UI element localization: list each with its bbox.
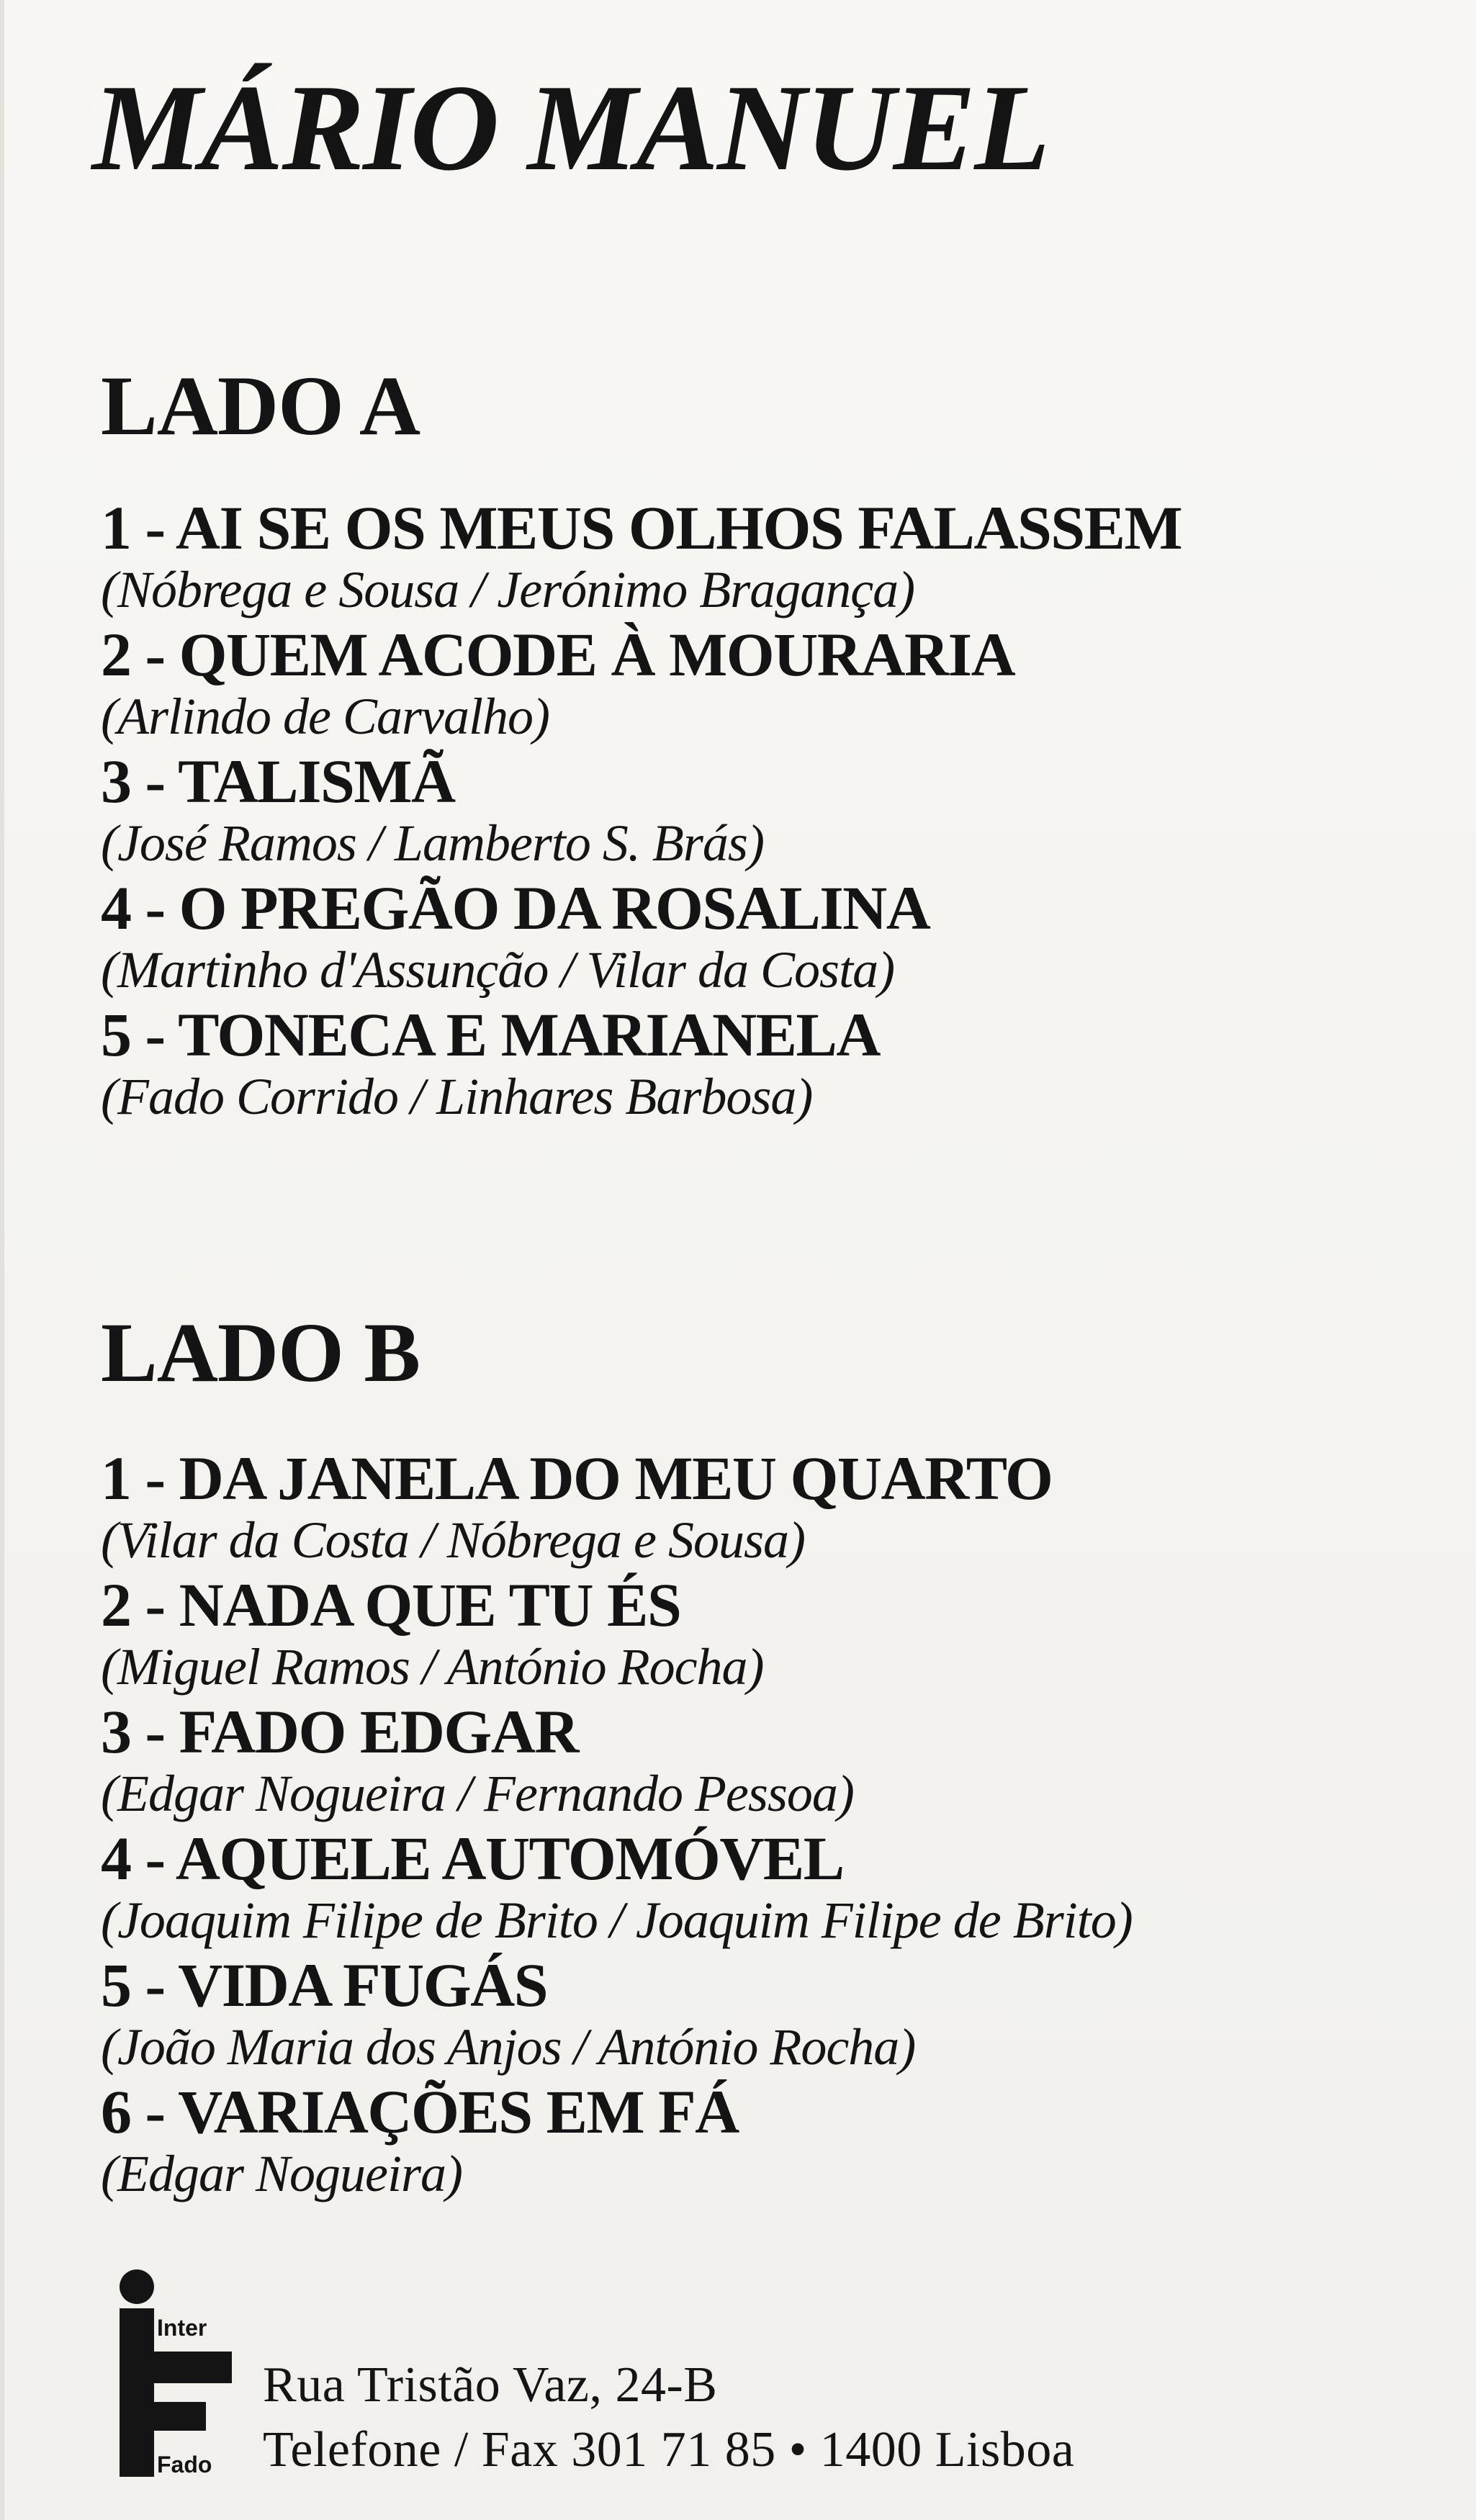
side-a-tracklist bbox=[101, 493, 1454, 1130]
side-b-heading: LADO B bbox=[101, 1305, 420, 1400]
track-item bbox=[101, 1697, 1454, 1827]
track-title: 2 - QUEM ACODE À MOURARIA bbox=[101, 620, 1015, 689]
publisher-footer bbox=[108, 2268, 1332, 2484]
track-credit: (Martinho d'Assunção / Vilar da Costa) bbox=[101, 941, 895, 999]
track-item bbox=[101, 1570, 1454, 1701]
track-item bbox=[101, 1950, 1454, 2081]
logo-text-top: Inter bbox=[157, 2315, 207, 2341]
track-credit: (João Maria dos Anjos / António Rocha) bbox=[101, 2018, 916, 2076]
inter-fado-logo bbox=[108, 2268, 232, 2477]
track-credit: (Miguel Ramos / António Rocha) bbox=[101, 1638, 764, 1696]
track-credit: (José Ramos / Lamberto S. Brás) bbox=[101, 814, 764, 872]
publisher-address bbox=[263, 2353, 1074, 2483]
address-contact: Telefone / Fax 301 71 85 • 1400 Lisboa bbox=[263, 2422, 1075, 2478]
track-item bbox=[101, 1444, 1454, 1574]
logo-text-bottom: Fado bbox=[157, 2452, 212, 2477]
track-title: 4 - AQUELE AUTOMÓVEL bbox=[101, 1824, 844, 1893]
side-a-heading: LADO A bbox=[101, 359, 420, 453]
track-credit: (Arlindo de Carvalho) bbox=[101, 688, 549, 745]
track-item bbox=[101, 873, 1454, 1004]
track-title: 2 - NADA QUE TU ÉS bbox=[101, 1570, 681, 1639]
track-title: 6 - VARIAÇÕES EM FÁ bbox=[101, 2077, 739, 2146]
track-credit: (Fado Corrido / Linhares Barbosa) bbox=[101, 1068, 813, 1125]
track-title: 1 - AI SE OS MEUS OLHOS FALASSEM bbox=[101, 493, 1182, 562]
track-credit: (Edgar Nogueira / Fernando Pessoa) bbox=[101, 1765, 854, 1822]
side-b-tracklist bbox=[101, 1444, 1454, 2208]
track-title: 4 - O PREGÃO DA ROSALINA bbox=[101, 873, 930, 942]
track-title: 3 - FADO EDGAR bbox=[101, 1697, 578, 1766]
track-credit: (Edgar Nogueira) bbox=[101, 2145, 462, 2202]
track-item bbox=[101, 493, 1454, 624]
track-title: 3 - TALISMÃ bbox=[101, 747, 455, 816]
track-item bbox=[101, 2077, 1454, 2208]
track-item bbox=[101, 620, 1454, 750]
address-street: Rua Tristão Vaz, 24-B bbox=[263, 2357, 718, 2413]
track-item bbox=[101, 1824, 1454, 1954]
track-credit: (Joaquim Filipe de Brito / Joaquim Filipe de Brito) bbox=[101, 1891, 1133, 1949]
track-item bbox=[101, 747, 1454, 877]
track-item bbox=[101, 1000, 1454, 1130]
track-title: 5 - VIDA FUGÁS bbox=[101, 1950, 548, 2020]
track-credit: (Vilar da Costa / Nóbrega e Sousa) bbox=[101, 1511, 805, 1569]
track-title: 5 - TONECA E MARIANELA bbox=[101, 1000, 880, 1069]
track-title: 1 - DA JANELA DO MEU QUARTO bbox=[101, 1444, 1053, 1513]
track-credit: (Nóbrega e Sousa / Jerónimo Bragança) bbox=[101, 561, 915, 618]
artist-name: MÁRIO MANUEL bbox=[92, 60, 1049, 197]
